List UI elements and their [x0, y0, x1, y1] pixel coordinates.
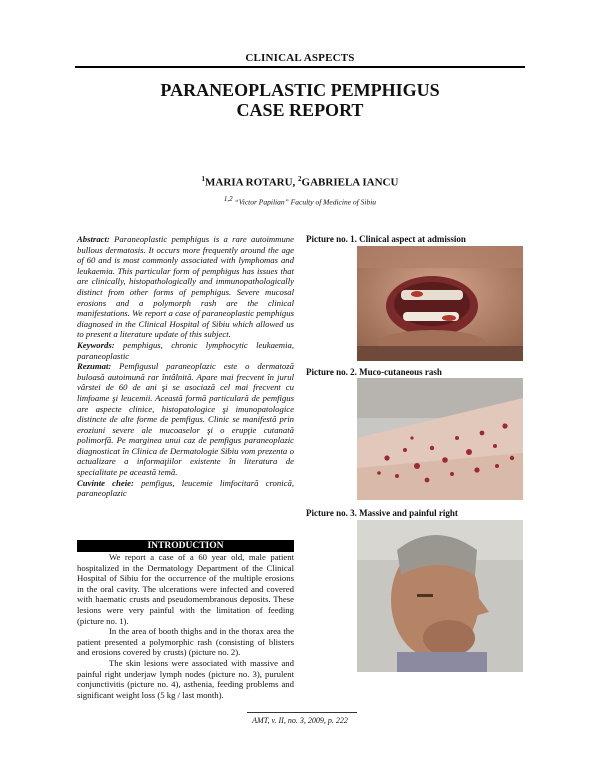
abstract-block — [77, 234, 294, 499]
header-rule — [75, 66, 525, 68]
footer-citation: AMT, v. II, no. 3, 2009, p. 222 — [252, 716, 348, 725]
intro-paragraph-3: The skin lesions were associated with massive and painful right underjaw lymph nodes (picture no. 3), purulent conjunctivitis (picture no. 4), asthenia, feeding problems and significant weight loss (5 kg / last month). — [77, 657, 294, 700]
affil-sup: 1,2 — [223, 195, 233, 203]
affiliation — [0, 195, 600, 207]
introduction-body — [77, 552, 294, 700]
intro-paragraph-2: In the area of booth thighs and in the thorax area the patient presented a polymorphic rash (consisting of blisters and erosions covered by crusts) (picture no. 2). — [77, 626, 294, 658]
figure-2-caption: Picture no. 2. Muco-cutaneous rash — [306, 367, 442, 377]
intro-paragraph-1: We report a case of a 60 year old, male patient hospitalized in the Dermatology Department of the Clinical Hospital of Sibiu for the occurrence of the multiple erosions in the oral cavity. The ulcerations were infected and covered with haematic crusts and pseudomembranous deposits. These lesions were very painful with the limitation of feeding (picture no. 1). — [77, 552, 294, 626]
mouth-photo-graphic — [357, 246, 523, 361]
rash-photo-graphic — [357, 378, 523, 500]
footer-rule — [247, 712, 357, 713]
cuvinte-text: pemfigus, leucemie limfocitară cronică, paraneoplazic — [77, 477, 294, 499]
profile-photo-graphic — [357, 520, 523, 672]
keywords-ro — [77, 478, 294, 499]
figure-1-caption: Picture no. 1. Clinical aspect at admission — [306, 234, 466, 244]
author-2: GABRIELA IANCU — [301, 176, 399, 189]
keywords-text: pemphigus, chronic lymphocytic leukaemia, paraneoplastic — [77, 339, 294, 361]
abstract-text: Paraneoplastic pemphigus is a rare autoimmune bullous dermatosis. It occurs more frequently around the age of 60 and is most commonly associated with lymphomas and leukaemia. This particular form of pemphigus has issues that are clinically, histopathologically and immunopathologically distinct from other forms of pemphigus. Severe mucosal erosions and a polymorph rash are the clinical manifestations. We report a case of paraneoplastic pemphigus diagnosed in the Clinical Hospital of Sibiu which allowed us to present a literature update of this subject. — [77, 234, 294, 340]
abstract-ro — [77, 361, 294, 478]
abstract-label: Abstract: — [77, 234, 110, 244]
author-2-sup: 2 — [298, 175, 302, 183]
section-label: CLINICAL ASPECTS — [245, 52, 355, 64]
authors — [0, 175, 600, 189]
cuvinte-label: Cuvinte cheie: — [77, 477, 134, 488]
rezumat-label: Rezumat: — [77, 361, 112, 372]
title-line-1: PARANEOPLASTIC PEMPHIGUS — [160, 80, 440, 100]
figure-3-caption: Picture no. 3. Massive and painful right — [306, 508, 458, 518]
keywords-label: Keywords: — [77, 339, 115, 350]
keywords-en — [77, 340, 294, 361]
author-1-sup: 1 — [201, 175, 206, 183]
figure-3-photo — [357, 520, 523, 672]
introduction-heading: INTRODUCTION — [77, 540, 294, 552]
rezumat-text: Pemfigusul paraneoplazic este o dermatoză buloasă autoimună rar întâlnită. Apare mai frecvent în jurul vârstei de 60 de ani şi se asociază cel mai frecvent cu limfoame şi leucemii. Această formă particulară de pemfigus are aspecte clinice, histopatologice şi imunopatologice distincte de alte forme de pemfigus. Clinic se manifestă prin eroziuni severe ale mucoaselor şi o erupţie cutanată polimorfă. Pe marginea unui caz de pemfigus paraneoplazic diagnosticat în Clinica de Dermatologie Sibiu vom prezenta o actualizare a informaţiilor existente în literatura de specialitate pe această temă. — [77, 361, 294, 478]
abstract-en — [77, 234, 294, 340]
title-line-2: CASE REPORT — [236, 100, 364, 120]
figure-2-photo — [357, 378, 523, 500]
affil-text: “Victor Papilian” Faculty of Medicine of Sibiu — [232, 197, 377, 207]
author-1: MARIA ROTARU, — [205, 176, 299, 189]
paper-title — [0, 80, 600, 120]
figure-1-photo — [357, 246, 523, 361]
